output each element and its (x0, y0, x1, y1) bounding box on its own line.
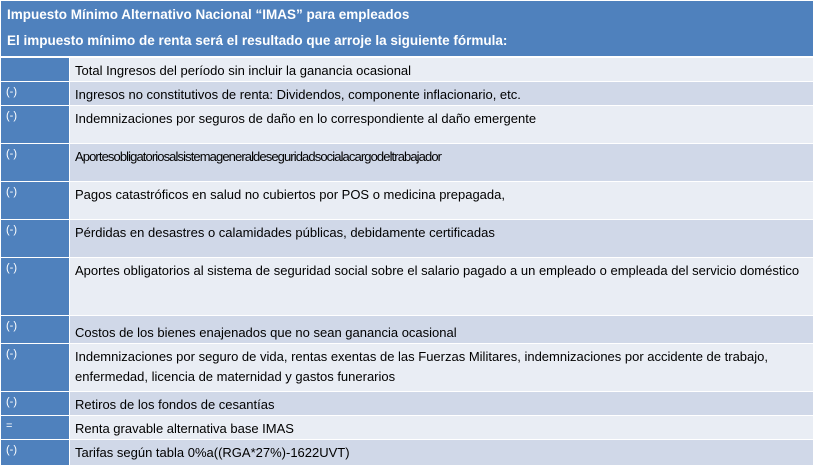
row-operator: (-) (1, 82, 70, 106)
row-operator: (-) (1, 344, 70, 392)
row-text: Tarifas según tabla 0%a((RGA*27%)-1622UVT) (70, 440, 814, 466)
table-header (0, 0, 814, 57)
row-text: Pérdidas en desastres o calamidades públicas, debidamente certificadas (70, 220, 814, 258)
row-text: Retiros de los fondos de cesantías (70, 392, 814, 416)
row-operator: (-) (1, 144, 70, 182)
row-operator: (-) (1, 440, 70, 466)
table-row (1, 182, 814, 220)
row-operator: (-) (1, 392, 70, 416)
table-row (1, 144, 814, 182)
row-operator: (-) (1, 316, 70, 344)
row-text: Renta gravable alternativa base IMAS (70, 416, 814, 440)
table-row (1, 258, 814, 316)
row-operator: (-) (1, 106, 70, 144)
table-row (1, 220, 814, 258)
row-operator: = (1, 416, 70, 440)
row-operator: (-) (1, 220, 70, 258)
row-text: Costos de los bienes enajenados que no sean ganancia ocasional (70, 316, 814, 344)
row-operator: (-) (1, 182, 70, 220)
table-row (1, 82, 814, 106)
row-text: Total Ingresos del período sin incluir la ganancia ocasional (70, 58, 814, 82)
table-row (1, 392, 814, 416)
table-row (1, 344, 814, 392)
row-text: Ingresos no constitutivos de renta: Dividendos, componente inflacionario, etc. (70, 82, 814, 106)
row-text: Indemnizaciones por seguros de daño en lo correspondiente al daño emergente (70, 106, 814, 144)
row-text: Indemnizaciones por seguro de vida, rentas exentas de las Fuerzas Militares, indemnizaciones por accidente de trabajo, enfermedad, licencia de maternidad y gastos funerarios (70, 344, 814, 392)
table-row (1, 416, 814, 440)
header-title: Impuesto Mínimo Alternativo Nacional “IMAS” para empleados (7, 7, 410, 22)
formula-table (0, 57, 814, 466)
row-operator: (-) (1, 258, 70, 316)
row-text: Pagos catastróficos en salud no cubiertos por POS o medicina prepagada, (70, 182, 814, 220)
table-row (1, 316, 814, 344)
row-text: Aportesobligatoriosalsistemageneraldeseguridadsocialacargodeltrabajador (70, 144, 814, 182)
row-text: Aportes obligatorios al sistema de seguridad social sobre el salario pagado a un empleado o empleada del servicio doméstico (70, 258, 814, 316)
table-row (1, 58, 814, 82)
table-row (1, 106, 814, 144)
header-subtitle: El impuesto mínimo de renta será el resultado que arroje la siguiente fórmula: (7, 33, 508, 48)
row-operator (1, 58, 70, 82)
table-row (1, 440, 814, 466)
